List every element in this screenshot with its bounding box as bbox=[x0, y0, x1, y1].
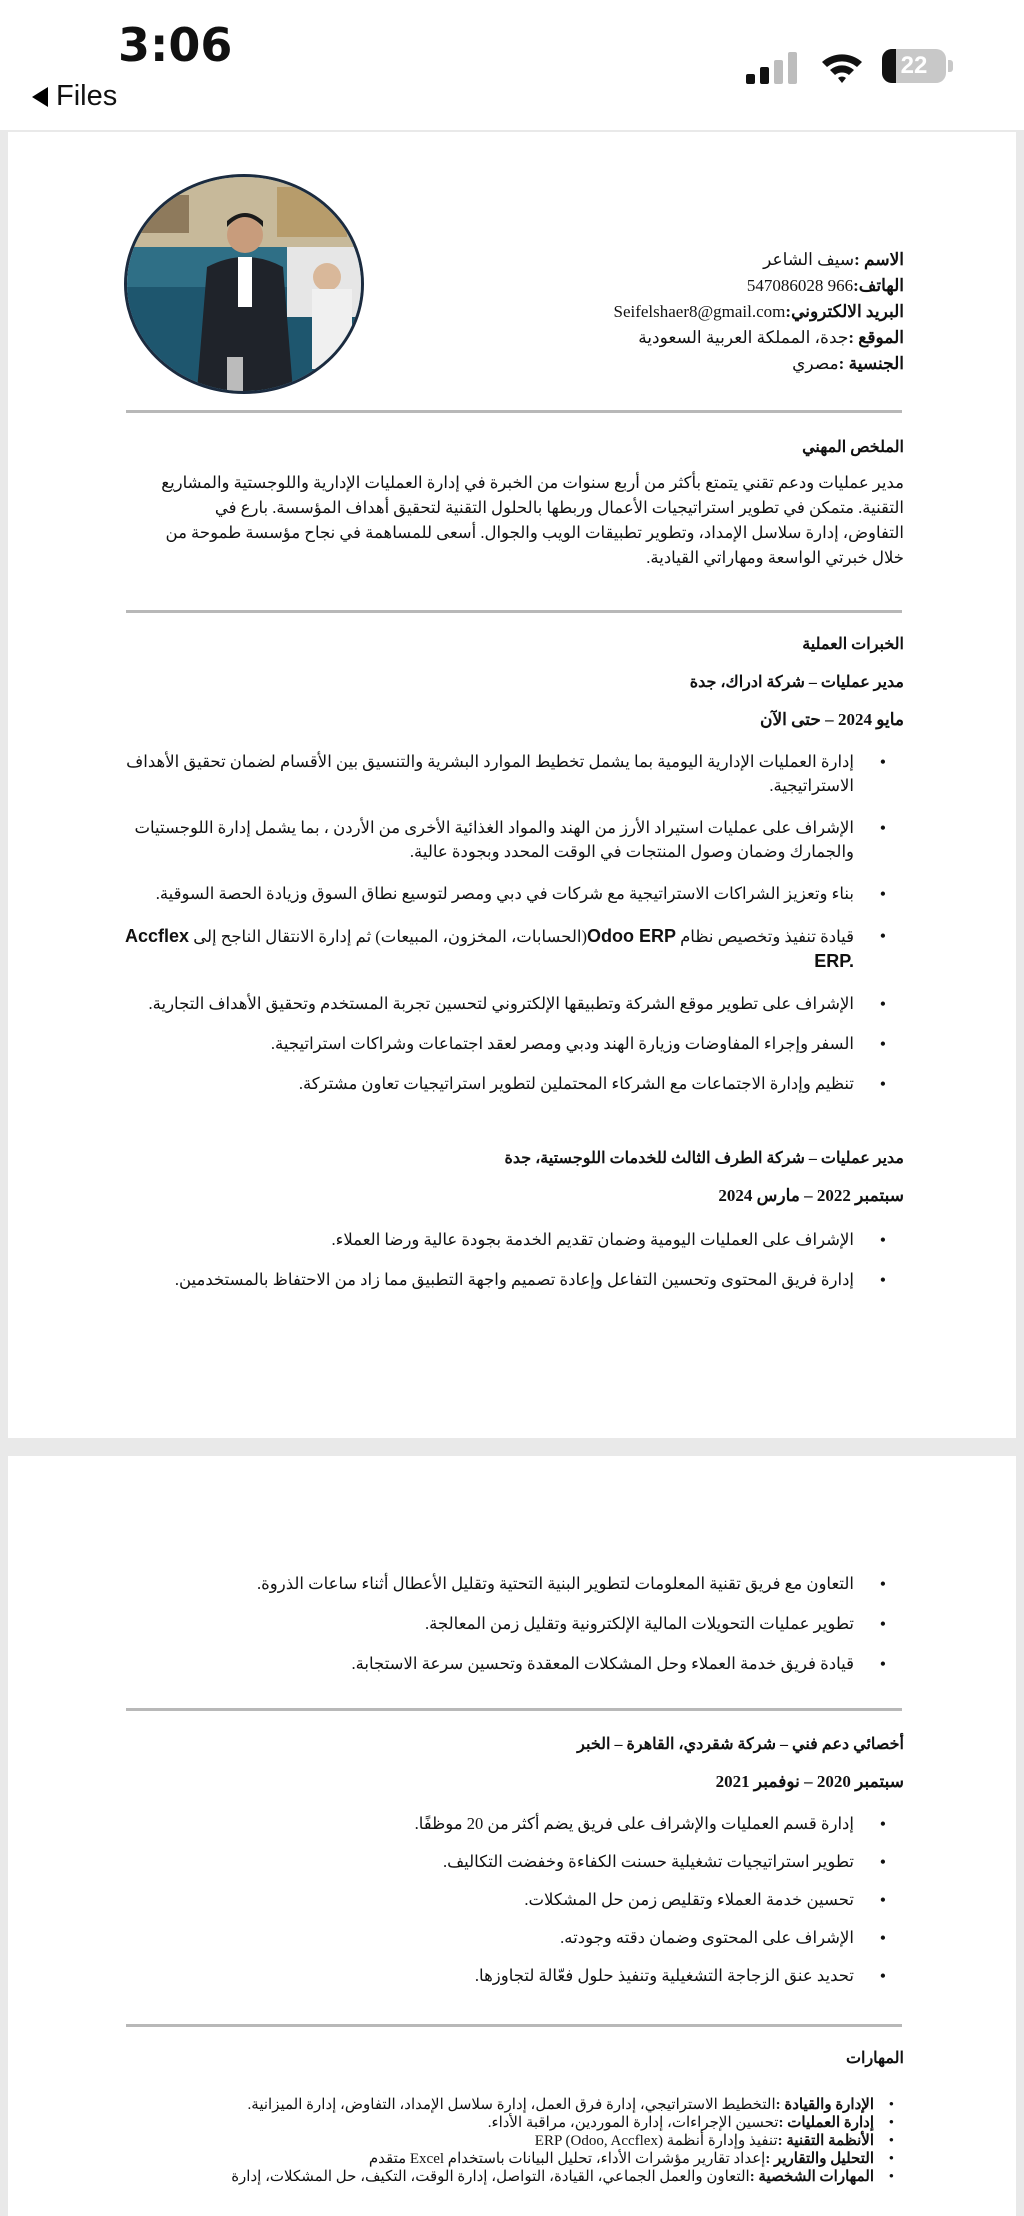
list-item: • قيادة فريق خدمة العملاء وحل المشكلات المعقدة وتحسين سرعة الاستجابة. bbox=[104, 1652, 904, 1676]
job1-title: مدير عمليات – شركة ادراك، جدة bbox=[689, 674, 904, 691]
skills-list bbox=[104, 2096, 904, 2186]
list-item: • إدارة العمليات :تحسين الإجراءات، إدارة الموردين، مراقبة الأداء. bbox=[104, 2114, 904, 2132]
back-to-files-button[interactable] bbox=[32, 80, 117, 113]
summary-text: مدير عمليات ودعم تقني يتمتع بأكثر من أربع سنوات من الخبرة في إدارة العمليات الإدارية واللوجستية والمشاريع التقنية. متمكن في تطوير استراتيجيات الأعمال وربطها بالحلول التقنية لتحقيق أهداف المؤسسة. بارع في التفاوض، إدارة سلاسل الإمداد، وتطوير تطبيقات الويب والجوال. أسعى للمساهمة في نجاح مؤسسة طموحة من خلال خبرتي الواسعة ومهاراتي القيادية. bbox=[161, 473, 904, 567]
contact-nationality: الجنسية :مصري bbox=[792, 354, 904, 373]
skills-heading: المهارات bbox=[845, 2050, 904, 2067]
profile-photo bbox=[124, 174, 364, 394]
back-label: Files bbox=[56, 80, 118, 112]
list-item: • التحليل والتقارير :إعداد تقارير مؤشرات الأداء، تحليل البيانات باستخدام Excel متقدم bbox=[104, 2150, 904, 2168]
job3-title: أخصائي دعم فني – شركة شقردي، القاهرة – الخبر bbox=[577, 1736, 904, 1753]
battery-icon bbox=[882, 49, 954, 85]
job1-bullets bbox=[104, 750, 904, 1096]
list-item: • السفر وإجراء المفاوضات وزيارة الهند ودبي ومصر لعقد اجتماعات وشراكات استراتيجية. bbox=[104, 1032, 904, 1056]
document-page-1 bbox=[8, 132, 1016, 1438]
list-item: • تحديد عنق الزجاجة التشغيلية وتنفيذ حلول فعّالة لتجاوزها. bbox=[104, 1964, 904, 1988]
job2-date: سبتمبر 2022 – مارس 2024 bbox=[718, 1186, 904, 1205]
divider bbox=[126, 410, 902, 413]
job3-bullets bbox=[104, 1812, 904, 1988]
job2-bullets bbox=[104, 1228, 904, 1292]
status-bar bbox=[0, 0, 1024, 130]
list-item: • تطوير استراتيجيات تشغيلية حسنت الكفاءة وخفضت التكاليف. bbox=[104, 1850, 904, 1874]
list-item: • إدارة فريق المحتوى وتحسين التفاعل وإعادة تصميم واجهة التطبيق مما زاد من الاحتفاظ بالمستخدمين. bbox=[104, 1268, 904, 1292]
job2-bullets-continued bbox=[104, 1572, 904, 1676]
list-item: • الإشراف على عمليات استيراد الأرز من الهند والمواد الغذائية الأخرى من الأردن ، بما يشمل إدارة اللوجستيات والجمارك وضمان وصول المنتجات في الوقت المحدد وبجودة عالية. bbox=[104, 816, 904, 864]
contact-name: الاسم :سيف الشاعر bbox=[763, 250, 904, 269]
divider bbox=[126, 2024, 902, 2027]
list-item: • الإشراف على المحتوى وضمان دقته وجودته. bbox=[104, 1926, 904, 1950]
divider bbox=[126, 1708, 902, 1711]
list-item: • الإدارة والقيادة :التخطيط الاستراتيجي، إدارة فرق العمل، إدارة سلاسل الإمداد، التفاوض، إدارة الميزانية. bbox=[104, 2096, 904, 2114]
list-item: • تنظيم وإدارة الاجتماعات مع الشركاء المحتملين لتطوير استراتيجيات تعاون مشتركة. bbox=[104, 1072, 904, 1096]
job3-date: سبتمبر 2020 – نوفمبر 2021 bbox=[715, 1772, 904, 1791]
list-item: • الأنظمة التقنية :تنفيذ وإدارة أنظمة ERP (Odoo, Accflex) bbox=[104, 2132, 904, 2150]
experience-heading: الخبرات العملية bbox=[802, 636, 904, 653]
list-item: • تحسين خدمة العملاء وتقليص زمن حل المشكلات. bbox=[104, 1888, 904, 1912]
job2-title: مدير عمليات – شركة الطرف الثالث للخدمات اللوجستية، جدة bbox=[504, 1150, 904, 1167]
list-item: • قيادة تنفيذ وتخصيص نظام Odoo ERP(الحسابات، المخزون، المبيعات) ثم إدارة الانتقال الناجح إلى Accflex ERP. bbox=[104, 924, 904, 974]
wifi-icon bbox=[820, 50, 864, 86]
contact-phone: الهاتف:966 547086028 bbox=[746, 276, 904, 295]
document-page-2 bbox=[8, 1456, 1016, 2216]
list-item: • بناء وتعزيز الشراكات الاستراتيجية مع شركات في دبي ومصر لتوسيع نطاق السوق وزيادة الحصة السوقية. bbox=[104, 882, 904, 906]
list-item: • الإشراف على العمليات اليومية وضمان تقديم الخدمة بجودة عالية ورضا العملاء. bbox=[104, 1228, 904, 1252]
cellular-signal-icon bbox=[746, 52, 804, 84]
list-item: • التعاون مع فريق تقنية المعلومات لتطوير البنية التحتية وتقليل الأعطال أثناء ساعات الذروة. bbox=[104, 1572, 904, 1596]
list-item: • المهارات الشخصية :التعاون والعمل الجماعي، القيادة، التواصل، إدارة الوقت، التكيف، حل المشكلات، إدارة bbox=[104, 2168, 904, 2186]
list-item: • إدارة قسم العمليات والإشراف على فريق يضم أكثر من 20 موظفًا. bbox=[104, 1812, 904, 1836]
divider bbox=[126, 610, 902, 613]
summary-heading: الملخص المهني bbox=[802, 439, 904, 456]
back-arrow-icon bbox=[32, 87, 48, 107]
list-item: • الإشراف على تطوير موقع الشركة وتطبيقها الإلكتروني لتحسين تجربة المستخدم وتحقيق الأهداف التجارية. bbox=[104, 992, 904, 1016]
clock: 3:06 bbox=[118, 18, 233, 72]
contact-info bbox=[428, 247, 904, 377]
battery-level: 22 bbox=[900, 52, 928, 79]
list-item: • تطوير عمليات التحويلات المالية الإلكترونية وتقليل زمن المعالجة. bbox=[104, 1612, 904, 1636]
list-item: • إدارة العمليات الإدارية اليومية بما يشمل تخطيط الموارد البشرية والتنسيق بين الأقسام لضمان تحقيق الأهداف الاستراتيجية. bbox=[104, 750, 904, 798]
contact-location: الموقع :جدة، المملكة العربية السعودية bbox=[638, 328, 904, 347]
job1-date: مايو 2024 – حتى الآن bbox=[759, 710, 904, 729]
contact-email: البريد الالكتروني:Seifelshaer8@gmail.com bbox=[613, 302, 904, 321]
